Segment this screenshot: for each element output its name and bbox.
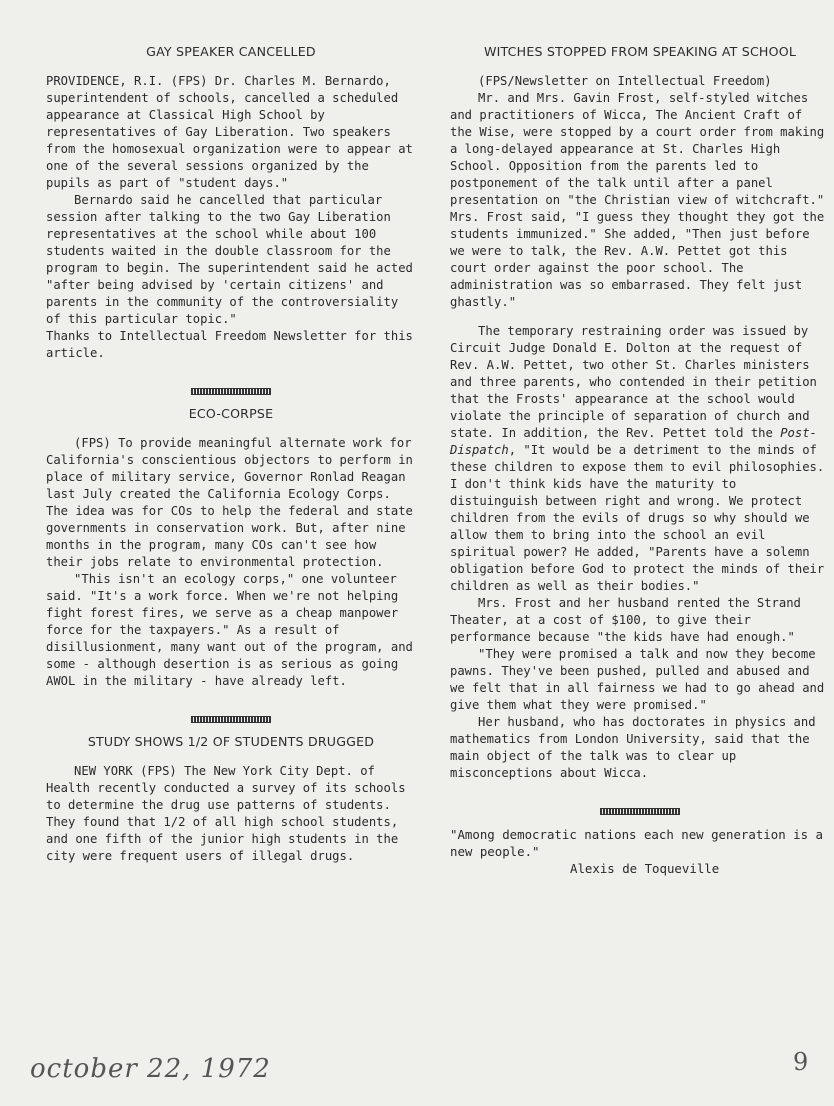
- paragraph-text: , "It would be a detriment to the minds of these children to expose them to evil philosophies. I don't think kids have the maturity to distuinguish between right and wrong. We protect children from the evils of drugs so why should we allow them to bring into the school an evil spiritual power? He added, "Parents have a solemn obligation before God to protect the minds of their children as well as their bodies.": [450, 443, 825, 593]
- article-paragraph: [450, 323, 830, 595]
- article-paragraph: Her husband, who has doctorates in physics and mathematics from London University, said that the main object of the talk was to clear up misconceptions about Wicca.: [450, 715, 816, 780]
- article-paragraph: NEW YORK (FPS) The New York City Dept. of Health recently conducted a survey of its schools to determine the drug use patterns of students. They found that 1/2 of all high school students, and one fifth of the junior high students in the city were frequent users of illegal drugs.: [46, 764, 406, 863]
- handwritten-date: october 22, 1972: [30, 1054, 271, 1084]
- article-paragraph: Mr. and Mrs. Gavin Frost, self-styled witches and practitioners of Wicca, The Ancient Craft of the Wise, were stopped by a court order from making a long-delayed appearance at St. Charles High School. Opposition from the parents led to postponement of the talk until after a panel presentation on "the Christian view of witchcraft." Mrs. Frost said, "I guess they thought they got the students immunized." She added, "Then just before we were to talk, the Rev. A.W. Pettet got this court order against the poor school. The administration was so embarrased. They felt just ghastly.": [450, 91, 825, 309]
- article-credit: Thanks to Intellectual Freedom Newsletter for this article.: [46, 329, 413, 360]
- quote-text: "Among democratic nations each new generation is a new people.": [450, 827, 823, 859]
- article-witches: [450, 44, 830, 782]
- section-divider-ornament: [450, 800, 830, 810]
- page-number: 9: [793, 1048, 809, 1076]
- article-paragraph: "This isn't an ecology corps," one volunteer said. "It's a work force. When we're not helping fight forest fires, we serve as a cheap manpower force for the taxpayers." As a result of disillusionment, many want out of the program, and some - although desertion is as serious as going AWOL in the military - have already left.: [46, 572, 413, 688]
- newspaper-name: Post-Dispatch: [450, 426, 817, 457]
- article-heading: ECO-CORPSE: [188, 406, 274, 421]
- article-heading: STUDY SHOWS 1/2 OF STUDENTS DRUGGED: [87, 734, 375, 749]
- left-column: [46, 44, 416, 865]
- article-eco-corpse: [46, 406, 416, 690]
- article-paragraph: "They were promised a talk and now they become pawns. They've been pushed, pulled and abused and we felt that in all fairness we had to go ahead and give them what they were promised.": [450, 647, 825, 712]
- article-paragraph: PROVIDENCE, R.I. (FPS) Dr. Charles M. Bernardo, superintendent of schools, cancelled a scheduled appearance at Classical High School by representatives of Gay Liberation. Two speakers from the homosexual organization were to appear at one of the several sessions organized by the pupils as part of "student days.": [46, 74, 413, 190]
- right-column: [450, 44, 830, 877]
- paragraph-text: The temporary restraining order was issued by Circuit Judge Donald E. Dolton at the request of Rev. A.W. Pettet, two other St. Charles ministers and three parents, who contended in their petition that the Frosts' appearance at the school would violate the principle of separation of church and state. In addition, the Rev. Pettet told the: [450, 324, 817, 440]
- quote-attribution: Alexis de Toqueville: [570, 861, 720, 876]
- section-divider-ornament: [46, 708, 416, 718]
- article-heading: GAY SPEAKER CANCELLED: [146, 44, 316, 59]
- article-gay-speaker: [46, 44, 416, 362]
- article-study-drugs: [46, 734, 416, 865]
- article-paragraph: (FPS) To provide meaningful alternate work for California's conscientious objectors to perform in place of military service, Governor Ronlad Reagan last July created the California Ecology Corps. The idea was for COs to help the federal and state governments in conservation work. But, after nine months in the program, many COs can't see how their jobs relate to environmental protection.: [46, 436, 413, 569]
- section-divider-ornament: [46, 380, 416, 390]
- article-paragraph: Mrs. Frost and her husband rented the Strand Theater, at a cost of $100, to give their performance because "the kids have had enough.": [450, 596, 801, 644]
- article-heading: WITCHES STOPPED FROM SPEAKING AT SCHOOL: [483, 44, 797, 59]
- closing-quote: [450, 826, 830, 877]
- article-source: (FPS/Newsletter on Intellectual Freedom): [478, 74, 772, 88]
- article-paragraph: Bernardo said he cancelled that particular session after talking to the two Gay Liberation representatives at the school while about 100 students waited in the double classroom for the program to begin. The superintendent said he acted "after being advised by 'certain citizens' and parents in the community of the controversiality of this particular topic.": [46, 193, 413, 326]
